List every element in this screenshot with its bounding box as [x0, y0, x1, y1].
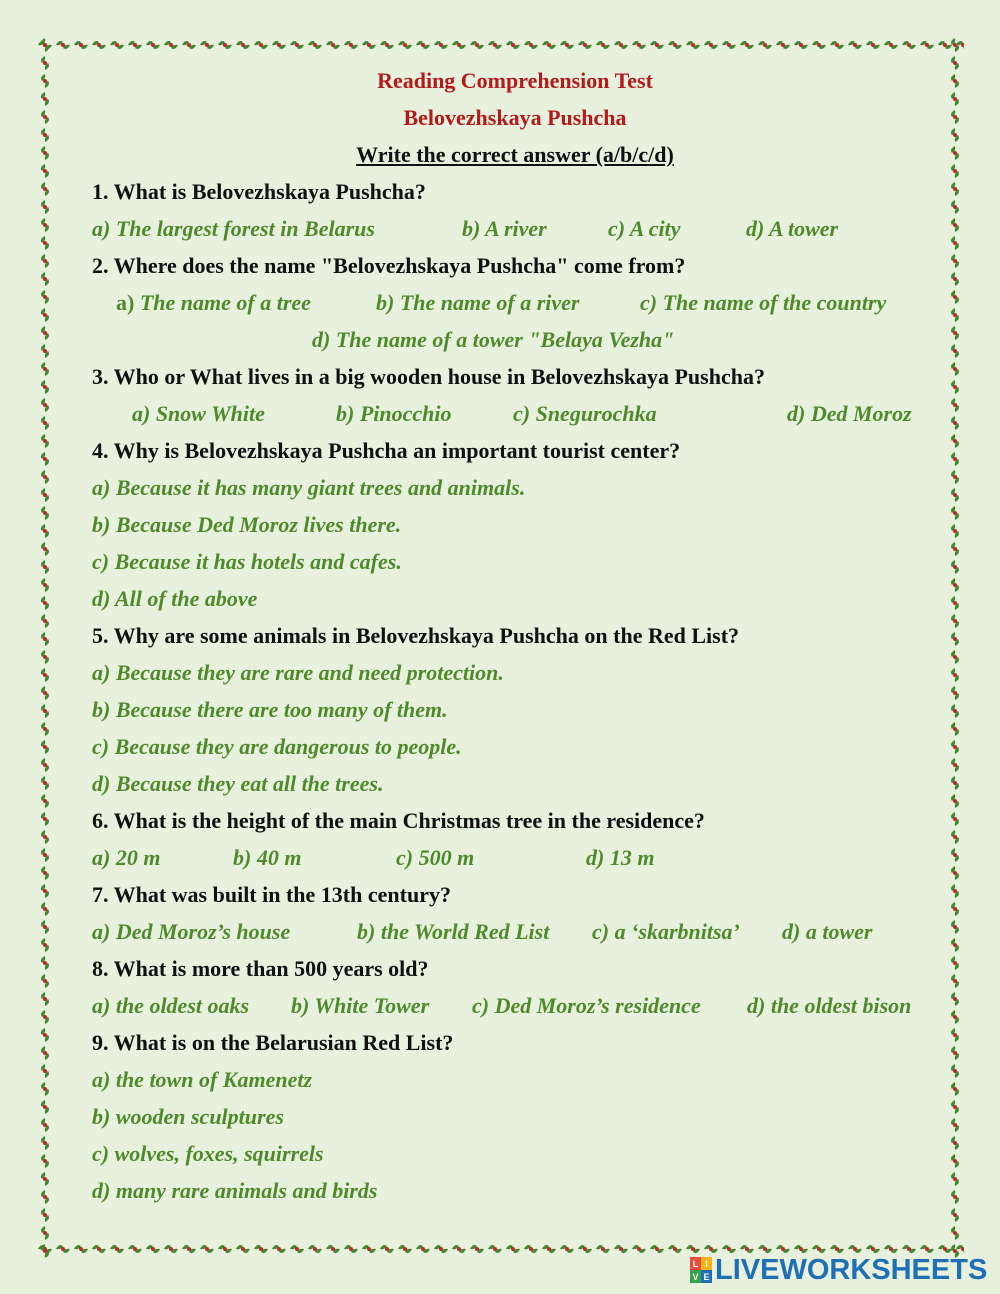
- q3-option-a[interactable]: a) Snow White: [132, 401, 265, 426]
- question-9: 9. What is on the Belarusian Red List?: [92, 1030, 454, 1055]
- holly-border-right: [946, 36, 964, 1258]
- q1-option-c[interactable]: c) A city: [608, 216, 681, 241]
- q2-option-c[interactable]: c) The name of the country: [640, 290, 887, 315]
- q9-option-a[interactable]: a) the town of Kamenetz: [92, 1067, 313, 1092]
- q8-option-d[interactable]: d) the oldest bison: [747, 993, 912, 1018]
- liveworksheets-logo-icon: L I V E: [690, 1257, 712, 1283]
- q7-option-b[interactable]: b) the World Red List: [357, 919, 550, 944]
- q3-option-d[interactable]: d) Ded Moroz: [787, 401, 912, 426]
- q8-option-b[interactable]: b) White Tower: [291, 993, 430, 1018]
- question-5: 5. Why are some animals in Belovezhskaya Pushcha on the Red List?: [92, 623, 740, 648]
- question-1: 1. What is Belovezhskaya Pushcha?: [92, 179, 426, 204]
- q4-option-c[interactable]: c) Because it has hotels and cafes.: [92, 549, 402, 574]
- q2-option-a[interactable]: [116, 290, 311, 316]
- q1-option-b[interactable]: b) A river: [462, 216, 547, 241]
- q1-option-d[interactable]: d) A tower: [746, 216, 839, 241]
- q9-option-c[interactable]: c) wolves, foxes, squirrels: [92, 1141, 324, 1166]
- q2-option-d[interactable]: d) The name of a tower "Belaya Vezha": [312, 327, 675, 352]
- question-8: 8. What is more than 500 years old?: [92, 956, 429, 981]
- q6-option-d[interactable]: d) 13 m: [586, 845, 655, 870]
- q6-option-b[interactable]: b) 40 m: [233, 845, 302, 870]
- question-2: 2. Where does the name "Belovezhskaya Pushcha" come from?: [92, 253, 686, 278]
- q7-option-a[interactable]: a) Ded Moroz’s house: [92, 919, 291, 944]
- q6-option-c[interactable]: c) 500 m: [396, 845, 475, 870]
- q9-option-b[interactable]: b) wooden sculptures: [92, 1104, 284, 1129]
- liveworksheets-logo: [690, 1254, 987, 1286]
- q7-option-d[interactable]: d) a tower: [782, 919, 873, 944]
- q5-option-d[interactable]: d) Because they eat all the trees.: [92, 771, 384, 796]
- q4-option-b[interactable]: b) Because Ded Moroz lives there.: [92, 512, 402, 537]
- q8-option-a[interactable]: a) the oldest oaks: [92, 993, 250, 1018]
- page-subtitle: Belovezhskaya Pushcha: [403, 105, 627, 130]
- q2-option-b[interactable]: b) The name of a river: [376, 290, 580, 315]
- instruction: Write the correct answer (a/b/c/d): [356, 142, 674, 167]
- holly-border-left: [36, 36, 54, 1258]
- q3-option-c[interactable]: c) Snegurochka: [513, 401, 657, 426]
- q5-option-c[interactable]: c) Because they are dangerous to people.: [92, 734, 462, 759]
- question-7: 7. What was built in the 13th century?: [92, 882, 451, 907]
- q5-option-a[interactable]: a) Because they are rare and need protection.: [92, 660, 504, 685]
- q6-option-a[interactable]: a) 20 m: [92, 845, 161, 870]
- liveworksheets-logo-text: LIVEWORKSHEETS: [715, 1253, 988, 1286]
- holly-border-top: [36, 36, 964, 54]
- q8-option-c[interactable]: c) Ded Moroz’s residence: [472, 993, 701, 1018]
- q2-option-a-text: The name of a tree: [139, 290, 311, 315]
- q3-option-b[interactable]: b) Pinocchio: [336, 401, 452, 426]
- page-title: Reading Comprehension Test: [377, 68, 653, 93]
- q4-option-a[interactable]: a) Because it has many giant trees and animals.: [92, 475, 526, 500]
- q2-option-a-letter: a): [116, 290, 135, 315]
- question-3: 3. Who or What lives in a big wooden house in Belovezhskaya Pushcha?: [92, 364, 765, 389]
- q1-option-a[interactable]: a) The largest forest in Belarus: [92, 216, 375, 241]
- q4-option-d[interactable]: d) All of the above: [92, 586, 258, 611]
- q9-option-d[interactable]: d) many rare animals and birds: [92, 1178, 378, 1203]
- question-4: 4. Why is Belovezhskaya Pushcha an important tourist center?: [92, 438, 681, 463]
- question-6: 6. What is the height of the main Christmas tree in the residence?: [92, 808, 705, 833]
- q5-option-b[interactable]: b) Because there are too many of them.: [92, 697, 448, 722]
- q7-option-c[interactable]: c) a ‘skarbnitsa’: [592, 919, 740, 944]
